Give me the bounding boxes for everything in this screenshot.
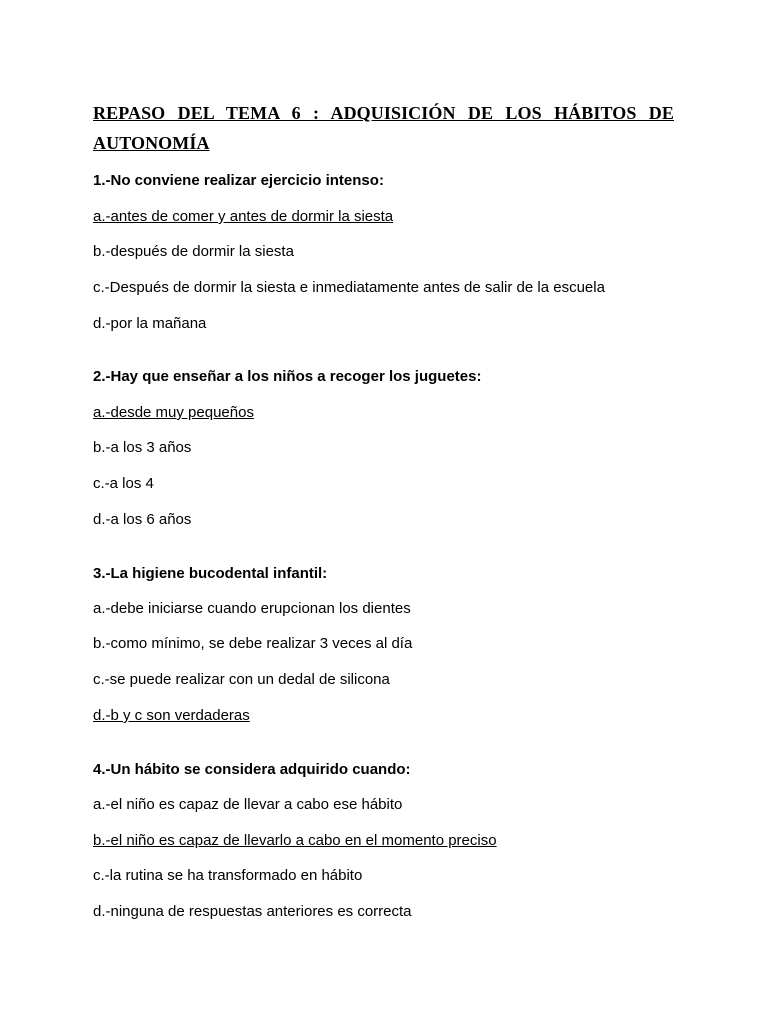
question-2-option-d: d.-a los 6 años	[93, 511, 192, 528]
question-1-option-b: b.-después de dormir la siesta	[93, 243, 294, 260]
question-2-option-c: c.-a los 4	[93, 475, 154, 492]
question-3: 3.-La higiene bucodental infantil:	[93, 565, 328, 582]
question-4-option-c: c.-la rutina se ha transformado en hábito	[93, 867, 363, 884]
question-4-option-a: a.-el niño es capaz de llevar a cabo ese hábito	[93, 796, 403, 813]
question-1: 1.-No conviene realizar ejercicio intenso:	[93, 172, 384, 189]
question-2-option-b: b.-a los 3 años	[93, 439, 192, 456]
question-1-option-a: a.-antes de comer y antes de dormir la siesta	[93, 208, 394, 225]
question-3-option-c: c.-se puede realizar con un dedal de silicona	[93, 671, 390, 688]
question-2-option-a: a.-desde muy pequeños	[93, 404, 254, 421]
question-3-option-b: b.-como mínimo, se debe realizar 3 veces al día	[93, 635, 413, 652]
question-3-option-d: d.-b y c son verdaderas	[93, 707, 250, 724]
question-3-option-a: a.-debe iniciarse cuando erupcionan los dientes	[93, 600, 411, 617]
question-2: 2.-Hay que enseñar a los niños a recoger los juguetes:	[93, 368, 482, 385]
question-1-option-d: d.-por la mañana	[93, 315, 207, 332]
question-1-option-c: c.-Después de dormir la siesta e inmediatamente antes de salir de la escuela	[93, 279, 605, 296]
question-4: 4.-Un hábito se considera adquirido cuando:	[93, 761, 411, 778]
document-title: REPASO DEL TEMA 6 : ADQUISICIÓN DE LOS HÁBITOS DE AUTONOMÍA	[93, 103, 674, 153]
question-4-option-d: d.-ninguna de respuestas anteriores es correcta	[93, 903, 412, 920]
question-4-option-b: b.-el niño es capaz de llevarlo a cabo en el momento preciso	[93, 832, 497, 849]
